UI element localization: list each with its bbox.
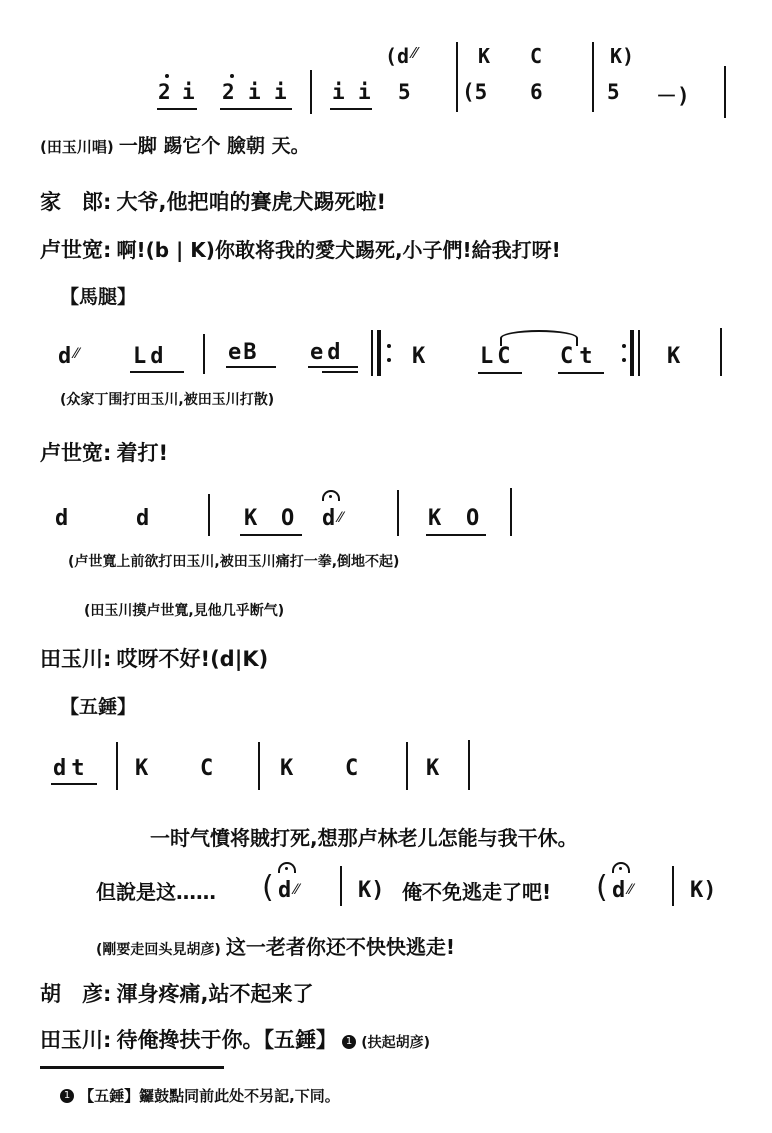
note: 5 bbox=[398, 80, 411, 104]
dialogue-text: 渾身疼痛,站不起来了 bbox=[116, 982, 314, 1006]
bar-line bbox=[672, 866, 674, 906]
drum-mark: K) bbox=[690, 878, 717, 903]
drum-mark: LC bbox=[480, 344, 515, 369]
drum-mark: d bbox=[612, 878, 626, 903]
beat-underline bbox=[330, 108, 372, 110]
note: 5 bbox=[607, 80, 620, 104]
drum-mark: K) bbox=[610, 44, 635, 68]
drum-mark: K bbox=[428, 506, 442, 531]
high-octave-dot bbox=[230, 74, 234, 78]
drum-mark: C bbox=[530, 44, 543, 68]
dialogue-text: 哎呀不好!(d|K) bbox=[116, 647, 269, 671]
speaker-name: 卢世宽: bbox=[40, 441, 112, 465]
section-bracket-ma-tui: 【馬腿】 bbox=[60, 286, 137, 308]
repeat-dot bbox=[622, 358, 626, 362]
drum-mark: d bbox=[136, 506, 150, 531]
note: i bbox=[358, 80, 371, 104]
drum-mark: K) bbox=[358, 878, 385, 903]
beat-underline bbox=[558, 372, 604, 374]
bar-line bbox=[510, 488, 512, 536]
drum-mark: K bbox=[667, 344, 681, 369]
drum-mark: K bbox=[280, 756, 294, 781]
double-stroke-mark: ⁄⁄ bbox=[74, 346, 79, 362]
speaker-name: 家 郎: bbox=[40, 190, 112, 214]
repeat-dot bbox=[387, 358, 391, 362]
beat-underline bbox=[130, 371, 184, 373]
note: i bbox=[248, 80, 261, 104]
stage-direction: (卢世寬上前欲打田玉川,被田玉川痛打一拳,倒地不起) bbox=[68, 554, 400, 570]
stage-direction: (众家丁围打田玉川,被田玉川打散) bbox=[60, 392, 275, 408]
bar-line bbox=[208, 494, 210, 536]
section-bracket-wu-chui: 【五錘】 bbox=[60, 696, 137, 718]
beat-underline bbox=[240, 534, 302, 536]
beat-underline bbox=[308, 366, 358, 368]
bar-line bbox=[592, 42, 594, 112]
repeat-bar bbox=[377, 330, 381, 376]
dialogue-text: 俺不免逃走了吧! bbox=[402, 880, 552, 904]
beat-underline bbox=[220, 108, 292, 110]
dialogue-line-3 bbox=[40, 234, 561, 264]
dialogue-line-14 bbox=[40, 978, 313, 1008]
text-line-13 bbox=[96, 931, 455, 960]
open-paren: ( bbox=[262, 870, 274, 905]
dialogue-line-15 bbox=[40, 1024, 430, 1054]
note: i bbox=[274, 80, 287, 104]
footnote-text: 【五錘】鑼鼓點同前此处不另記,下同。 bbox=[79, 1087, 340, 1105]
open-paren: ( bbox=[596, 870, 608, 905]
repeat-bar bbox=[630, 330, 634, 376]
dialogue-text: 啊!(b | K)你敢将我的愛犬踢死,小子們!給我打呀! bbox=[116, 238, 561, 262]
bar-line bbox=[340, 866, 342, 906]
lyric-text: 一脚 踢它个 臉朝 天。 bbox=[118, 135, 310, 157]
dialogue-line-2 bbox=[40, 186, 386, 216]
fermata bbox=[322, 490, 340, 501]
dialogue-text: 大爷,他把咱的賽虎犬踢死啦! bbox=[116, 190, 387, 214]
beat-underline bbox=[226, 366, 276, 368]
double-stroke-mark: ⁄⁄ bbox=[412, 44, 418, 62]
drum-mark: K bbox=[135, 756, 149, 781]
drum-mark: K bbox=[412, 344, 426, 369]
drum-mark: K bbox=[426, 756, 440, 781]
bar-line bbox=[203, 334, 205, 374]
stage-direction: (田玉川摸卢世寬,見他几乎断气) bbox=[84, 603, 285, 619]
note: (5 bbox=[462, 80, 488, 104]
drum-mark: dt bbox=[53, 756, 90, 781]
footnote-marker: 1 bbox=[342, 1035, 356, 1049]
dialogue-line-6 bbox=[40, 437, 168, 467]
drum-mark: ed bbox=[310, 340, 345, 365]
drum-mark: Ld bbox=[133, 344, 168, 369]
bar-line bbox=[406, 742, 408, 790]
note: 2 bbox=[222, 80, 235, 104]
beat-underline bbox=[478, 372, 522, 374]
repeat-bar bbox=[371, 330, 373, 376]
stage-direction: (扶起胡彦) bbox=[361, 1035, 430, 1051]
fermata bbox=[278, 862, 296, 873]
beat-underline bbox=[157, 108, 197, 110]
speaker-paren: (田玉川唱) bbox=[40, 138, 114, 156]
stage-direction: (剛要走回头見胡彦) bbox=[96, 942, 221, 958]
drum-mark: d bbox=[278, 878, 292, 903]
dialogue-line-9 bbox=[40, 643, 268, 673]
note: 6 bbox=[530, 80, 543, 104]
speaker-name: 田玉川: bbox=[40, 647, 112, 671]
high-octave-dot bbox=[165, 74, 169, 78]
footnote-rule bbox=[40, 1066, 224, 1069]
lyric-line: 一时气憤将賊打死,想那卢林老儿怎能与我干休。 bbox=[150, 826, 578, 850]
bar-line bbox=[720, 328, 722, 376]
dialogue-text: 这一老者你还不快快逃走! bbox=[225, 935, 456, 959]
drum-mark: C bbox=[200, 756, 214, 781]
beat-underline bbox=[51, 783, 97, 785]
bar-line bbox=[724, 66, 726, 118]
dialogue-text: 待俺搀扶于你。【五錘】 bbox=[116, 1028, 337, 1052]
text-line-1 bbox=[40, 131, 310, 158]
dialogue-text: 但說是这…… bbox=[96, 880, 216, 904]
drum-mark: O bbox=[281, 506, 295, 531]
note: 2 bbox=[158, 80, 171, 104]
drum-mark: eB bbox=[228, 340, 259, 365]
fermata bbox=[612, 862, 630, 873]
bar-line bbox=[116, 742, 118, 790]
double-stroke-mark: ⁄⁄ bbox=[628, 882, 633, 898]
drum-mark: K bbox=[244, 506, 258, 531]
bar-line bbox=[397, 490, 399, 536]
beat-underline bbox=[426, 534, 486, 536]
repeat-dot bbox=[387, 344, 391, 348]
drum-mark: d bbox=[322, 506, 336, 531]
speaker-name: 田玉川: bbox=[40, 1028, 112, 1052]
bar-line bbox=[258, 742, 260, 790]
drum-mark: d bbox=[55, 506, 69, 531]
speaker-name: 卢世宽: bbox=[40, 238, 112, 262]
note: i bbox=[182, 80, 195, 104]
footnote-marker: 1 bbox=[60, 1089, 74, 1103]
drum-mark: K bbox=[478, 44, 491, 68]
footnote bbox=[60, 1085, 340, 1106]
drum-mark: Ct bbox=[560, 344, 599, 369]
drum-mark: O bbox=[466, 506, 480, 531]
dialogue-text: 着打! bbox=[116, 441, 169, 465]
beat-underline bbox=[322, 371, 358, 373]
double-stroke-mark: ⁄⁄ bbox=[338, 510, 343, 526]
bar-line bbox=[468, 740, 470, 790]
drum-mark: C bbox=[345, 756, 359, 781]
repeat-bar bbox=[638, 330, 640, 376]
drum-mark: (d bbox=[385, 44, 410, 68]
note: i bbox=[332, 80, 345, 104]
speaker-name: 胡 彦: bbox=[40, 982, 112, 1006]
repeat-dot bbox=[622, 344, 626, 348]
double-stroke-mark: ⁄⁄ bbox=[294, 882, 299, 898]
drum-mark: d bbox=[58, 344, 72, 369]
note: －) bbox=[656, 84, 690, 108]
bar-line bbox=[310, 70, 312, 114]
bar-line bbox=[456, 42, 458, 112]
